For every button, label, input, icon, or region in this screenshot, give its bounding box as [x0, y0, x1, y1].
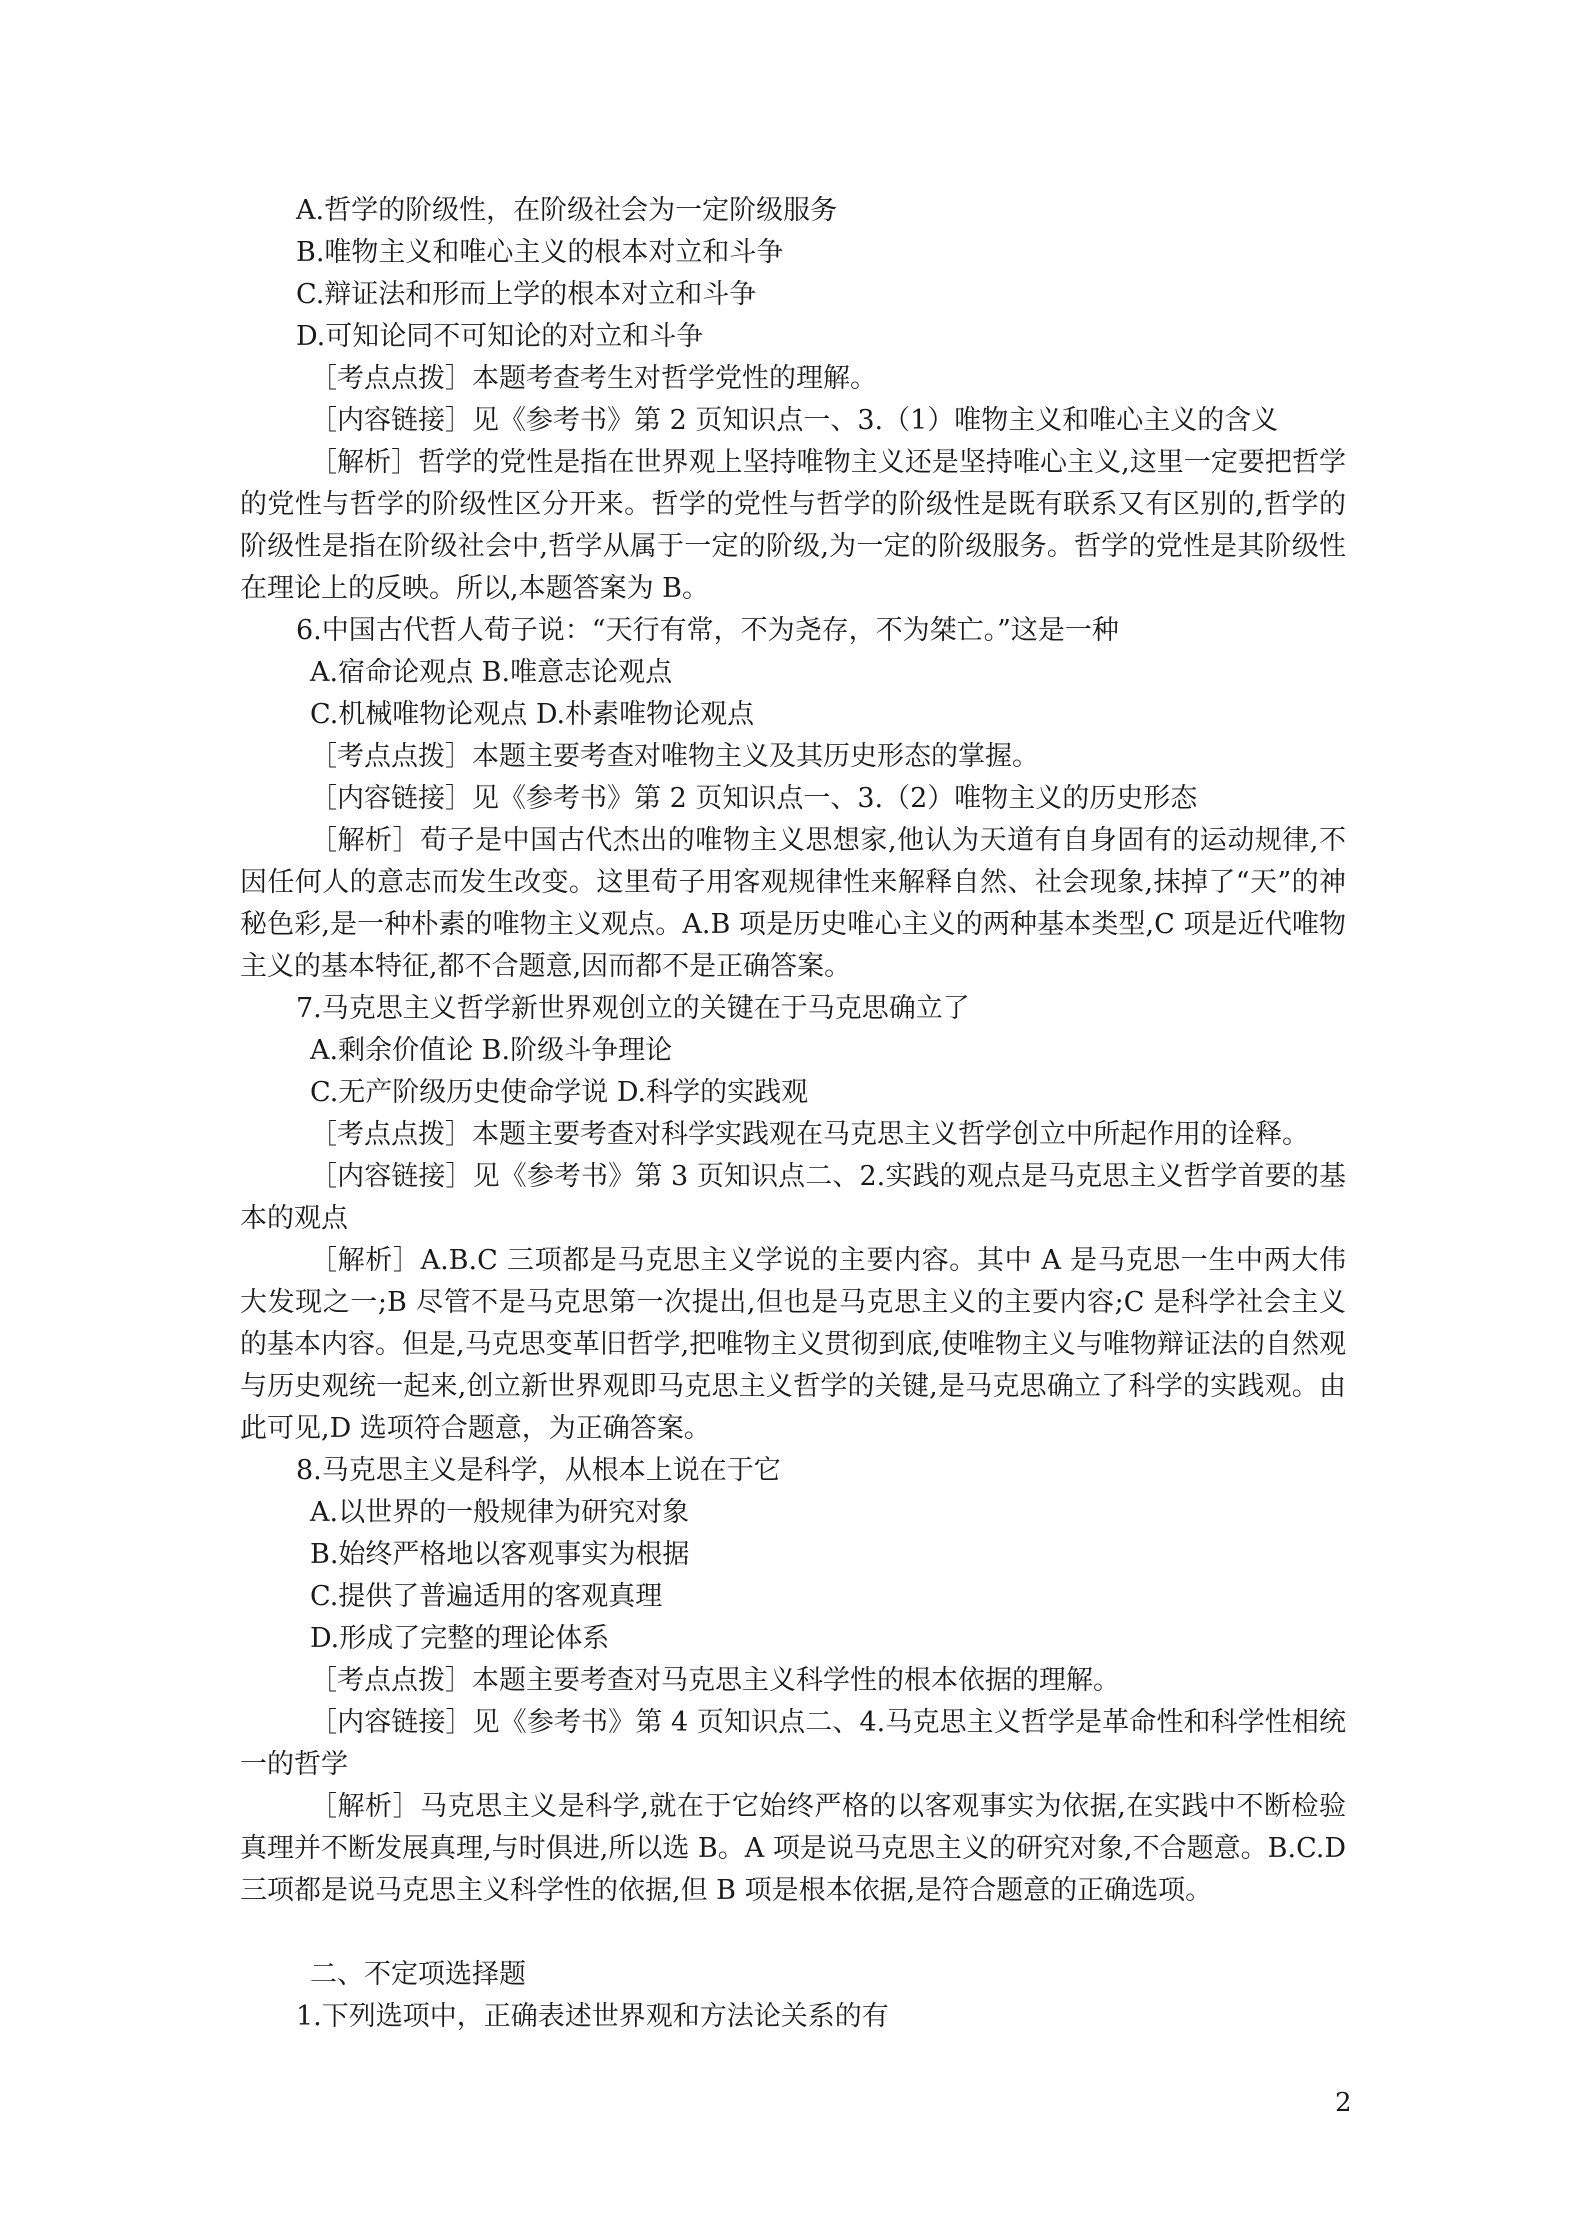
q6-question: 6.中国古代哲人荀子说：“天行有常，不为尧存，不为桀亡。”这是一种 — [296, 615, 1119, 646]
q8-option-b: B.始终严格地以客观事实为根据 — [310, 1539, 690, 1570]
q7-point: ［考点点拨］本题主要考查对科学实践观在马克思主义哲学创立中所起作用的诠释。 — [310, 1119, 1309, 1150]
q7-analysis: ［解析］A.B.C 三项都是马克思主义学说的主要内容。其中 A 是马克思一生中两大伟大发现之一;B 尽管不是马克思第一次提出,但也是马克思主义的主要内容;C 是科学社会主义的基本内容。但是,马克思变革旧哲学,把唯物主义贯彻到底,使唯物主义与唯物辩证法的自然观与历史观统一起来,创立新世界观即马克思主义哲学的关键,是马克思确立了科学的实践观。由此可见,D 选项符合题意，为正确答案。 — [240, 1245, 1346, 1444]
page-number: 2 — [1335, 2088, 1352, 2118]
q5-option-d: D.可知论同不可知论的对立和斗争 — [296, 321, 704, 352]
q6-options-ab: A.宿命论观点 B.唯意志论观点 — [310, 657, 673, 688]
section2-heading: 二、不定项选择题 — [310, 1959, 526, 1990]
q6-analysis: ［解析］荀子是中国古代杰出的唯物主义思想家,他认为天道有自身固有的运动规律,不因任何人的意志而发生改变。这里荀子用客观规律性来解释自然、社会现象,抹掉了“天”的神秘色彩,是一种朴素的唯物主义观点。A.B 项是历史唯心主义的两种基本类型,C 项是近代唯物主义的基本特征,都不合题意,因而都不是正确答案。 — [240, 825, 1346, 982]
q7-link: ［内容链接］见《参考书》第 3 页知识点二、2.实践的观点是马克思主义哲学首要的基本的观点 — [240, 1161, 1346, 1234]
q5-link: ［内容链接］见《参考书》第 2 页知识点一、3.（1）唯物主义和唯心主义的含义 — [310, 405, 1279, 436]
section-gap — [240, 1912, 1346, 1954]
q6-options-cd: C.机械唯物论观点 D.朴素唯物论观点 — [310, 699, 755, 730]
q7-options-ab: A.剩余价值论 B.阶级斗争理论 — [310, 1035, 673, 1066]
q6-link: ［内容链接］见《参考书》第 2 页知识点一、3.（2）唯物主义的历史形态 — [310, 783, 1198, 814]
section2-q1: 1.下列选项中，正确表述世界观和方法论关系的有 — [296, 2001, 889, 2032]
page-content — [240, 190, 1346, 2038]
q8-option-d: D.形成了完整的理论体系 — [310, 1623, 610, 1654]
q8-point: ［考点点拨］本题主要考查对马克思主义科学性的根本依据的理解。 — [310, 1665, 1120, 1696]
q8-question: 8.马克思主义是科学，从根本上说在于它 — [296, 1455, 781, 1486]
q7-options-cd: C.无产阶级历史使命学说 D.科学的实践观 — [310, 1077, 809, 1108]
q5-option-a: A.哲学的阶级性，在阶级社会为一定阶级服务 — [296, 195, 838, 226]
q5-point: ［考点点拨］本题考查考生对哲学党性的理解。 — [310, 363, 877, 394]
q8-analysis: ［解析］马克思主义是科学,就在于它始终严格的以客观事实为依据,在实践中不断检验真理并不断发展真理,与时俱进,所以选 B。A 项是说马克思主义的研究对象,不合题意。B.C.D 三项都是说马克思主义科学性的依据,但 B 项是根本依据,是符合题意的正确选项。 — [240, 1791, 1346, 1906]
q8-link: ［内容链接］见《参考书》第 4 页知识点二、4.马克思主义哲学是革命性和科学性相统一的哲学 — [240, 1707, 1346, 1780]
q8-option-c: C.提供了普遍适用的客观真理 — [310, 1581, 663, 1612]
q5-option-b: B.唯物主义和唯心主义的根本对立和斗争 — [296, 237, 784, 268]
q7-question: 7.马克思主义哲学新世界观创立的关键在于马克思确立了 — [296, 993, 970, 1024]
q5-option-c: C.辩证法和形而上学的根本对立和斗争 — [296, 279, 757, 310]
q8-option-a: A.以世界的一般规律为研究对象 — [310, 1497, 690, 1528]
q6-point: ［考点点拨］本题主要考查对唯物主义及其历史形态的掌握。 — [310, 741, 1039, 772]
q5-analysis: ［解析］哲学的党性是指在世界观上坚持唯物主义还是坚持唯心主义,这里一定要把哲学的党性与哲学的阶级性区分开来。哲学的党性与哲学的阶级性是既有联系又有区别的,哲学的阶级性是指在阶级社会中,哲学从属于一定的阶级,为一定的阶级服务。哲学的党性是其阶级性在理论上的反映。所以,本题答案为 B。 — [240, 447, 1346, 604]
